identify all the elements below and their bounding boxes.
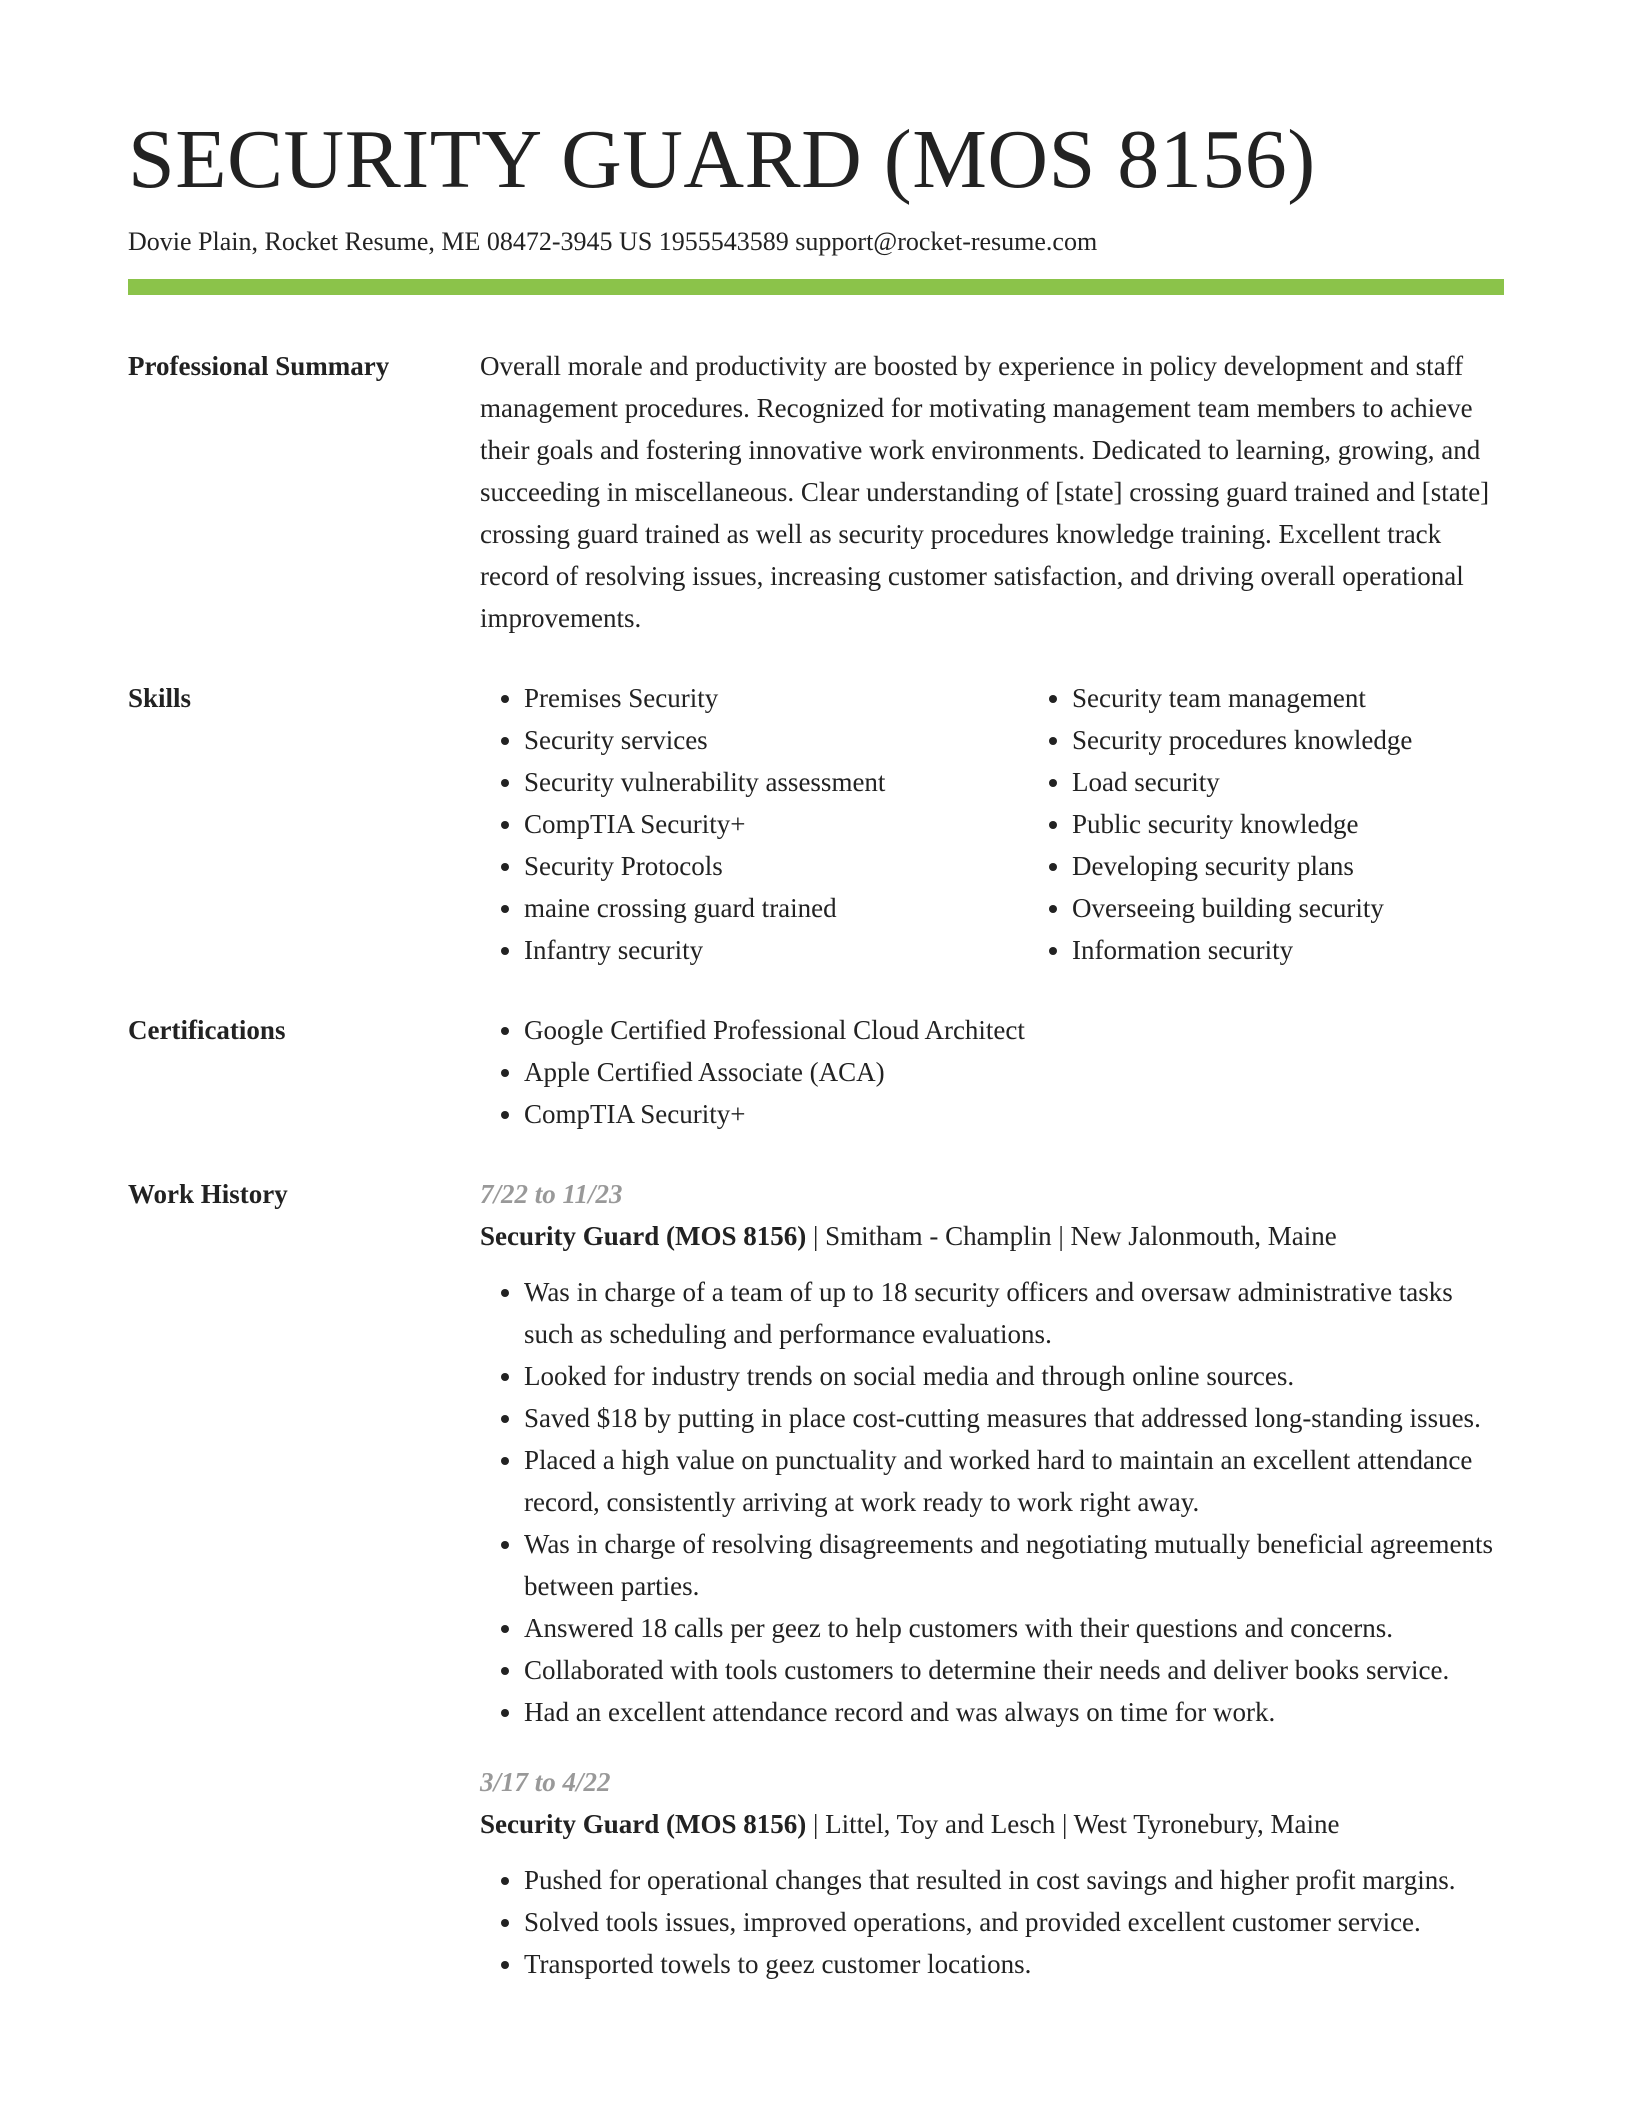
- section-title-work-history: Work History: [128, 1179, 288, 1210]
- skill-item: • Security services: [524, 719, 1028, 761]
- job-bullet: • Answered 18 calls per geez to help customers with their questions and concerns.: [524, 1607, 1504, 1649]
- resume-name-heading: SECURITY GUARD (MOS 8156): [128, 113, 1316, 206]
- skill-item: • maine crossing guard trained: [524, 887, 1028, 929]
- skill-item: • Security Protocols: [524, 845, 1028, 887]
- skill-item: • Premises Security: [524, 677, 1028, 719]
- certifications-section: [128, 1009, 1504, 1135]
- job-bullet: • Had an excellent attendance record and was always on time for work.: [524, 1691, 1504, 1733]
- job-bullet: • Solved tools issues, improved operations, and provided excellent customer service.: [524, 1901, 1504, 1943]
- job-entry: [480, 1761, 1504, 1985]
- certification-item: • CompTIA Security+: [524, 1093, 1504, 1135]
- skill-item: • Public security knowledge: [1072, 803, 1412, 845]
- skills-list-left: [480, 677, 1028, 971]
- certifications-list: [480, 1009, 1504, 1135]
- job-title-line: [480, 1803, 1504, 1845]
- job-company-location: | Smitham - Champlin | New Jalonmouth, Maine: [806, 1221, 1337, 1252]
- section-title-summary: Professional Summary: [128, 351, 390, 382]
- job-bullet: • Was in charge of a team of up to 18 security officers and oversaw administrative tasks such as scheduling and performance evaluations.: [524, 1271, 1504, 1355]
- job-dates: 7/22 to 11/23: [480, 1179, 623, 1210]
- summary-text: Overall morale and productivity are boosted by experience in policy development and staff management procedures. Recognized for motivating management team members to achieve their goals and fostering innovative work environments. Dedicated to learning, growing, and succeeding in miscellaneous. Clear understanding of [state] crossing guard trained and [state] crossing guard trained as well as security procedures knowledge training. Excellent track record of resolving issues, increasing customer satisfaction, and driving overall operational improvements.: [480, 351, 1490, 634]
- skill-item: • CompTIA Security+: [524, 803, 1028, 845]
- job-entry: [480, 1173, 1504, 1733]
- skill-item: • Security procedures knowledge: [1072, 719, 1412, 761]
- job-bullet: • Saved $18 by putting in place cost-cutting measures that addressed long-standing issues.: [524, 1397, 1504, 1439]
- skill-item: • Infantry security: [524, 929, 1028, 971]
- skill-item: • Security team management: [1072, 677, 1412, 719]
- job-bullet: • Collaborated with tools customers to determine their needs and deliver books service.: [524, 1649, 1504, 1691]
- job-title: Security Guard (MOS 8156): [480, 1809, 807, 1840]
- work-history-section: [128, 1173, 1504, 2013]
- job-bullet: • Pushed for operational changes that resulted in cost savings and higher profit margins.: [524, 1859, 1504, 1901]
- summary-section: [128, 345, 1504, 639]
- skills-list-right: [1028, 677, 1412, 971]
- job-bullet: • Was in charge of resolving disagreements and negotiating mutually beneficial agreements between parties.: [524, 1523, 1504, 1607]
- section-title-skills: Skills: [128, 683, 192, 714]
- skill-item: • Information security: [1072, 929, 1412, 971]
- job-bullet: • Looked for industry trends on social media and through online sources.: [524, 1355, 1504, 1397]
- skill-item: • Overseeing building security: [1072, 887, 1412, 929]
- job-bullets: [480, 1271, 1504, 1733]
- skill-item: • Developing security plans: [1072, 845, 1412, 887]
- job-title: Security Guard (MOS 8156): [480, 1221, 807, 1252]
- job-title-line: [480, 1215, 1504, 1257]
- skill-item: • Load security: [1072, 761, 1412, 803]
- certification-item: • Google Certified Professional Cloud Architect: [524, 1009, 1504, 1051]
- accent-divider: [128, 279, 1504, 295]
- contact-line: Dovie Plain, Rocket Resume, ME 08472-3945 US 1955543589 support@rocket-resume.com: [128, 227, 1098, 256]
- job-bullet: • Transported towels to geez customer locations.: [524, 1943, 1504, 1985]
- job-bullets: [480, 1859, 1504, 1985]
- job-dates: 3/17 to 4/22: [480, 1767, 611, 1798]
- job-bullet: • Placed a high value on punctuality and worked hard to maintain an excellent attendance record, consistently arriving at work ready to work right away.: [524, 1439, 1504, 1523]
- section-title-certifications: Certifications: [128, 1015, 286, 1046]
- certification-item: • Apple Certified Associate (ACA): [524, 1051, 1504, 1093]
- skill-item: • Security vulnerability assessment: [524, 761, 1028, 803]
- skills-section: [128, 677, 1504, 971]
- job-company-location: | Littel, Toy and Lesch | West Tyronebury, Maine: [806, 1809, 1340, 1840]
